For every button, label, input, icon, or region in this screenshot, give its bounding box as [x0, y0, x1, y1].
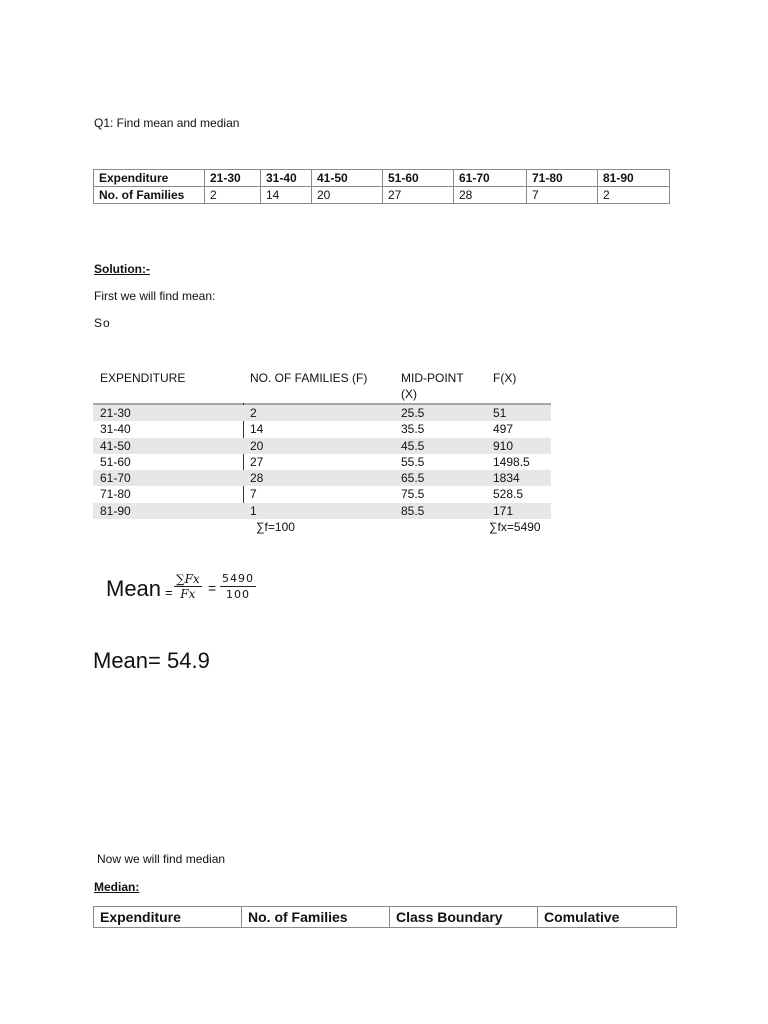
table-row [94, 170, 670, 187]
table-cell: 171 [493, 503, 514, 518]
header-cell: Comulative [538, 907, 677, 928]
sum-f: ∑f=100 [256, 520, 295, 535]
table-cell: 65.5 [401, 471, 425, 486]
sum-row [93, 519, 551, 535]
table-row [93, 421, 551, 437]
table-cell: No. of Families [94, 187, 205, 204]
intro-text: First we will find mean: [94, 289, 216, 303]
table-cell: 2 [250, 406, 257, 420]
table-cell: 31-40 [261, 170, 312, 187]
table-cell: 28 [454, 187, 527, 204]
table-row [93, 438, 551, 454]
mean-result: Mean= 54.9 [93, 648, 210, 673]
table-header [93, 368, 551, 405]
header-cell: F(X) [493, 371, 517, 385]
table-cell: 51-60 [383, 170, 454, 187]
table-cell: 21-30 [205, 170, 261, 187]
table-cell: 27 [383, 187, 454, 204]
table-cell: 25.5 [401, 406, 425, 420]
table-cell: 2 [205, 187, 261, 204]
table-cell: 55.5 [401, 454, 425, 469]
table-cell: 27 [250, 454, 264, 469]
header-cell: NO. OF FAMILIES (F) [250, 371, 368, 385]
table-cell: 51 [493, 406, 507, 420]
table-cell: 910 [493, 438, 514, 453]
table-row [93, 503, 551, 519]
table-cell: 75.5 [401, 487, 425, 502]
header-cell: No. of Families [242, 907, 390, 928]
table-row [94, 187, 670, 204]
table-cell: 1834 [493, 471, 520, 486]
equals-sign: = [165, 585, 173, 600]
solution-label: Solution:- [94, 262, 150, 276]
table-cell: 28 [250, 471, 264, 486]
table-cell: 21-30 [100, 406, 131, 420]
table-cell: 41-50 [100, 438, 131, 453]
header-cell: EXPENDITURE [100, 371, 186, 385]
fraction-numerator: 5490 [222, 572, 254, 585]
mean-word: Mean [106, 576, 162, 601]
sum-fx: ∑fx=5490 [489, 520, 541, 535]
table-cell: 45.5 [401, 438, 425, 453]
median-intro-text: Now we will find median [97, 852, 226, 866]
table-cell: 14 [261, 187, 312, 204]
header-cell: MID-POINT (X) [401, 371, 464, 401]
table-cell: 528.5 [493, 487, 524, 502]
fraction-symbolic [174, 572, 202, 602]
table-cell: 7 [527, 187, 598, 204]
table-cell: Expenditure [94, 170, 205, 187]
table-cell: 1498.5 [493, 454, 530, 469]
mean-table [93, 368, 551, 535]
table-cell: 35.5 [401, 422, 425, 437]
table-row [94, 907, 677, 928]
table-cell: 41-50 [312, 170, 383, 187]
median-label: Median: [94, 880, 140, 894]
fraction-denominator: Fx [180, 587, 196, 601]
table-cell: 2 [598, 187, 670, 204]
header-cell: Expenditure [94, 907, 242, 928]
table-cell: 61-70 [454, 170, 527, 187]
fraction-numerator: ∑Fx [176, 572, 200, 586]
table-cell: 14 [250, 422, 264, 437]
table-row [93, 405, 551, 421]
header-cell: Class Boundary [390, 907, 538, 928]
fraction-denominator: 100 [226, 588, 250, 601]
table-cell: 497 [493, 422, 514, 437]
table-row [93, 486, 551, 502]
equals-sign: = [208, 580, 217, 596]
table-cell: 81-90 [100, 503, 131, 518]
table-cell: 7 [250, 487, 257, 502]
table-cell: 71-80 [100, 487, 131, 502]
table-cell: 61-70 [100, 471, 131, 486]
question-text: Q1: Find mean and median [94, 116, 240, 130]
table-cell: 20 [312, 187, 383, 204]
table-cell: 71-80 [527, 170, 598, 187]
so-text: So [94, 316, 111, 330]
table-cell: 85.5 [401, 503, 425, 518]
table-cell: 20 [250, 438, 264, 453]
table-cell: 1 [250, 503, 257, 518]
table-cell: 81-90 [598, 170, 670, 187]
table-row [93, 470, 551, 486]
table-row [93, 454, 551, 470]
median-table [93, 906, 677, 928]
table-cell: 51-60 [100, 454, 131, 469]
fraction-numeric [220, 572, 256, 602]
table-cell: 31-40 [100, 422, 131, 437]
data-table [93, 169, 670, 204]
